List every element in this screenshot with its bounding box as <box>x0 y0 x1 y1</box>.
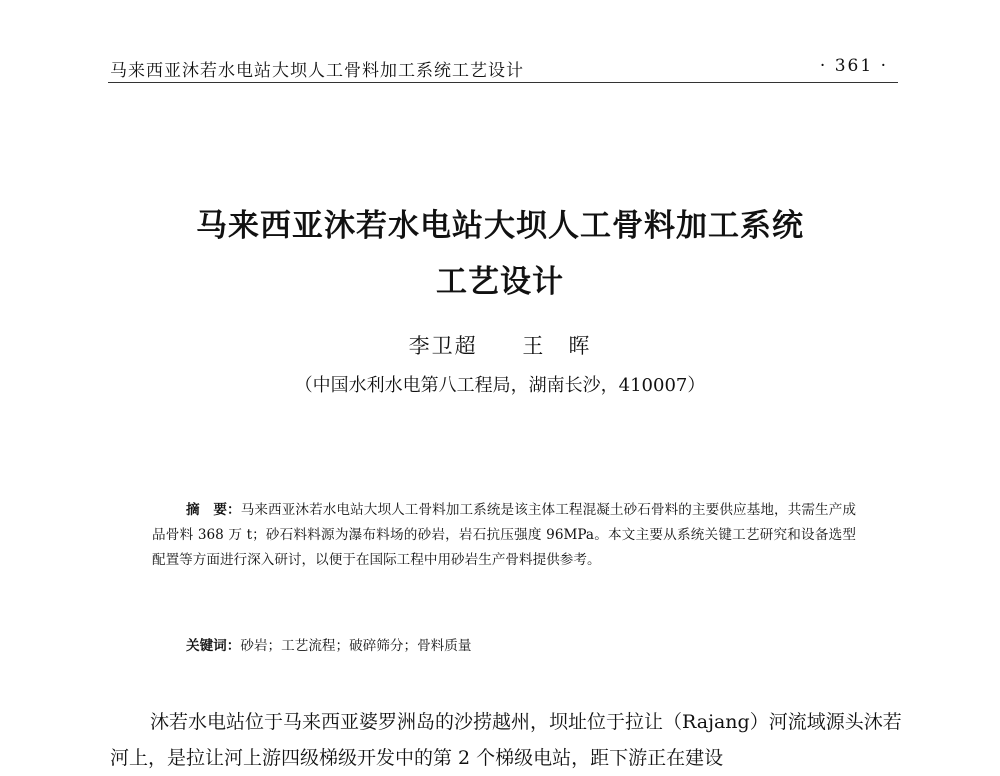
author-name: 李卫超 <box>408 334 478 358</box>
article-title-line-1: 马来西亚沐若水电站大坝人工骨料加工系统 <box>196 208 804 244</box>
keywords <box>186 634 866 654</box>
running-header <box>108 54 898 83</box>
author-name: 王 晖 <box>522 334 592 358</box>
author-affiliation: （中国水利水电第八工程局，湖南长沙，410007） <box>294 375 706 396</box>
author-list <box>0 330 1000 360</box>
running-title: 马来西亚沐若水电站大坝人工骨料加工系统工艺设计 <box>110 61 524 81</box>
abstract-label: 摘 要： <box>186 502 241 518</box>
abstract <box>152 498 856 573</box>
body-text <box>110 704 910 776</box>
article-title-line-2: 工艺设计 <box>436 264 564 300</box>
keywords-text: 砂岩；工艺流程；破碎筛分；骨料质量 <box>240 638 472 654</box>
page-number: · 361 · <box>819 56 888 76</box>
keywords-label: 关键词： <box>186 638 241 654</box>
body-paragraph: 沐若水电站位于马来西亚婆罗洲岛的沙捞越州，坝址位于拉让（Rajang）河流域源头沐若河上，是拉让河上游四级梯级开发中的第 2 个梯级电站，距下游正在建设 <box>110 711 902 769</box>
abstract-text: 马来西亚沐若水电站大坝人工骨料加工系统是该主体工程混凝土砂石骨料的主要供应基地，共需生产成品骨料 368 万 t；砂石料料源为瀑布料场的砂岩，岩石抗压强度 96MPa。本文主要从系统关键工艺研究和设备选型配置等方面进行深入研讨，以便于在国际工程中用砂岩生产骨料提供参考。 <box>152 502 856 568</box>
